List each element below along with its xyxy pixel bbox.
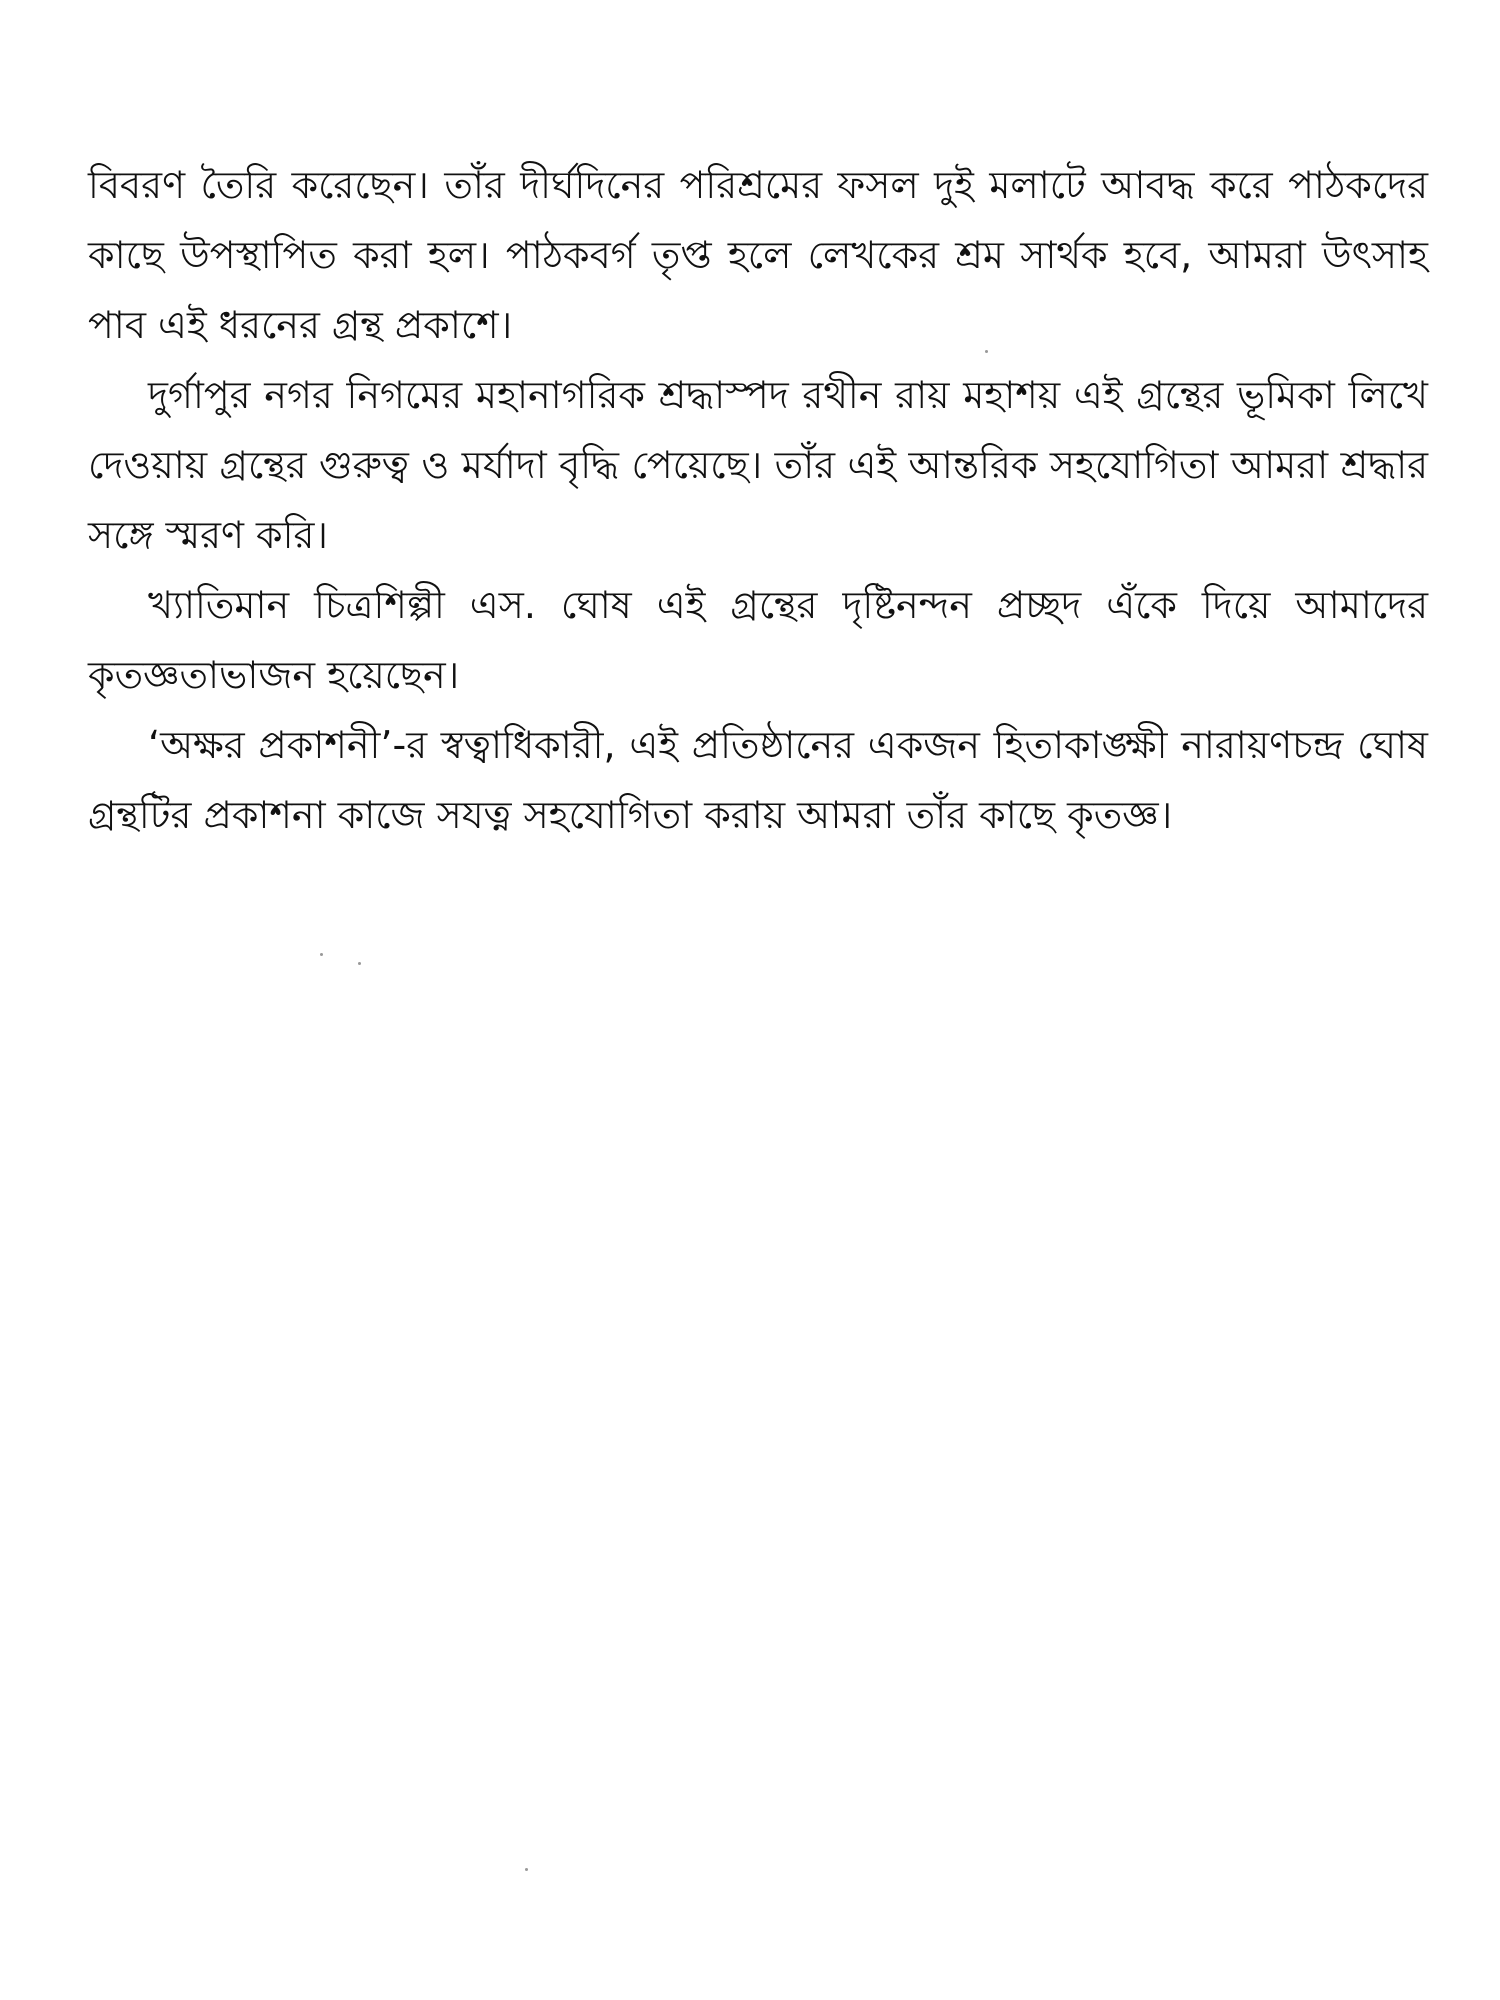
- paragraph-publisher-thanks: ‘অক্ষর প্রকাশনী’-র স্বত্বাধিকারী, এই প্রতিষ্ঠানের একজন হিতাকাঙ্ক্ষী নারায়ণচন্দ্র ঘোষ গ্রন্থটির প্রকাশনা কাজে সযত্ন সহযোগিতা করায় আমরা তাঁর কাছে কৃতজ্ঞ।: [88, 723, 1428, 837]
- scan-speck: [358, 962, 361, 965]
- paragraph-cover-artist: খ্যাতিমান চিত্রশিল্পী এস. ঘোষ এই গ্রন্থের দৃষ্টিনন্দন প্রচ্ছদ এঁকে দিয়ে আমাদের কৃতজ্ঞতাভাজন হয়েছেন।: [88, 583, 1428, 697]
- scan-speck: [320, 953, 323, 956]
- scan-speck: [985, 350, 988, 353]
- paragraph-foreword-thanks: দুর্গাপুর নগর নিগমের মহানাগরিক শ্রদ্ধাস্পদ রথীন রায় মহাশয় এই গ্রন্থের ভূমিকা লিখে দেওয়ায় গ্রন্থের গুরুত্ব ও মর্যাদা বৃদ্ধি পেয়েছে। তাঁর এই আন্তরিক সহযোগিতা আমরা শ্রদ্ধার সঙ্গে স্মরণ করি।: [88, 373, 1428, 557]
- scan-speck: [525, 1868, 528, 1871]
- body-text: [88, 150, 1428, 850]
- paragraph-continuation: বিবরণ তৈরি করেছেন। তাঁর দীর্ঘদিনের পরিশ্রমের ফসল দুই মলাটে আবদ্ধ করে পাঠকদের কাছে উপস্থাপিত করা হল। পাঠকবর্গ তৃপ্ত হলে লেখকের শ্রম সার্থক হবে, আমরা উৎসাহ পাব এই ধরনের গ্রন্থ প্রকাশে।: [88, 163, 1428, 347]
